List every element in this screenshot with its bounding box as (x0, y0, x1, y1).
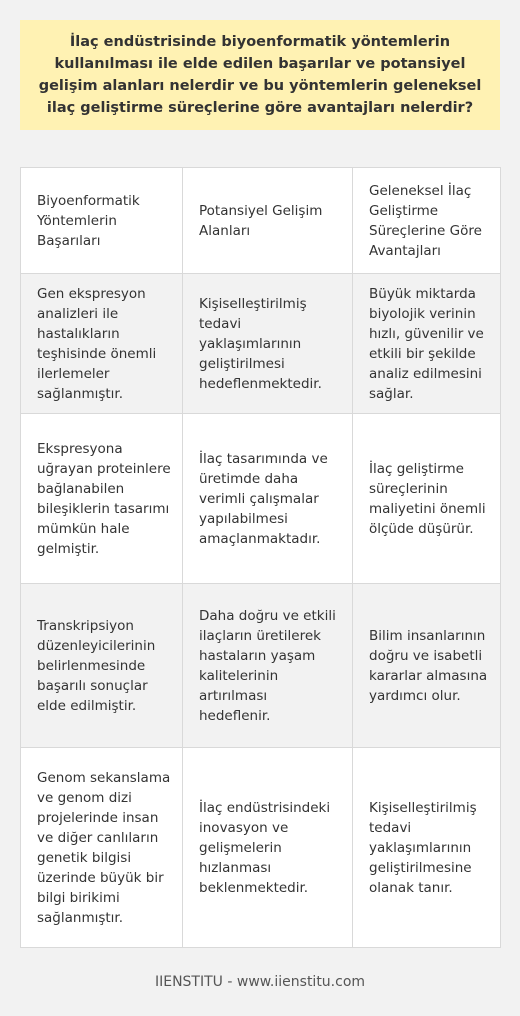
table-cell: Büyük miktarda biyolojik verinin hızlı, güvenilir ve etkili bir şekilde analiz edilmesini sağlar. (353, 274, 501, 414)
table-cell: İlaç geliştirme süreçlerinin maliyetini önemli ölçüde düşürür. (353, 414, 501, 584)
table-cell: Ekspresyona uğrayan proteinlere bağlanabilen bileşiklerin tasarımı mümkün hale gelmiştir. (21, 414, 183, 584)
comparison-table (20, 167, 501, 948)
table-row (21, 274, 501, 414)
table-row (21, 414, 501, 584)
table-cell: Kişiselleştirilmiş tedavi yaklaşımlarının geliştirilmesi hedeflenmektedir. (183, 274, 353, 414)
table-cell: Kişiselleştirilmiş tedavi yaklaşımlarının geliştirilmesine olanak tanır. (353, 748, 501, 948)
table-cell: İlaç endüstrisindeki inovasyon ve gelişmelerin hızlanması beklenmektedir. (183, 748, 353, 948)
table-cell: İlaç tasarımında ve üretimde daha verimli çalışmalar yapılabilmesi amaçlanmaktadır. (183, 414, 353, 584)
header-cell-development-areas: Potansiyel Gelişim Alanları (183, 168, 353, 274)
header-cell-successes: Biyoenformatik Yöntemlerin Başarıları (21, 168, 183, 274)
title-box (20, 20, 500, 130)
table-cell: Transkripsiyon düzenleyicilerinin belirlenmesinde başarılı sonuçlar elde edilmiştir. (21, 584, 183, 748)
table-cell: Genom sekanslama ve genom dizi projelerinde insan ve diğer canlıların genetik bilgisi üzerinde büyük bir bilgi birikimi sağlanmıştır. (21, 748, 183, 948)
page-title: İlaç endüstrisinde biyoenformatik yöntemlerin kullanılması ile elde edilen başarılar ve potansiyel gelişim alanları nelerdir ve bu yöntemlerin geleneksel ilaç geliştirme süreçlerine göre avantajları nelerdir? (38, 34, 482, 116)
table-cell: Gen ekspresyon analizleri ile hastalıkların teşhisinde önemli ilerlemeler sağlanmıştır. (21, 274, 183, 414)
table-row (21, 584, 501, 748)
table-cell: Bilim insanlarının doğru ve isabetli kararlar almasına yardımcı olur. (353, 584, 501, 748)
table-row (21, 748, 501, 948)
footer-credit: IIENSTITU - www.iienstitu.com (154, 974, 366, 990)
table-cell: Daha doğru ve etkili ilaçların üretilerek hastaların yaşam kalitelerinin artırılması hedeflenir. (183, 584, 353, 748)
table-header-row (21, 168, 501, 274)
header-cell-advantages: Geleneksel İlaç Geliştirme Süreçlerine Göre Avantajları (353, 168, 501, 274)
